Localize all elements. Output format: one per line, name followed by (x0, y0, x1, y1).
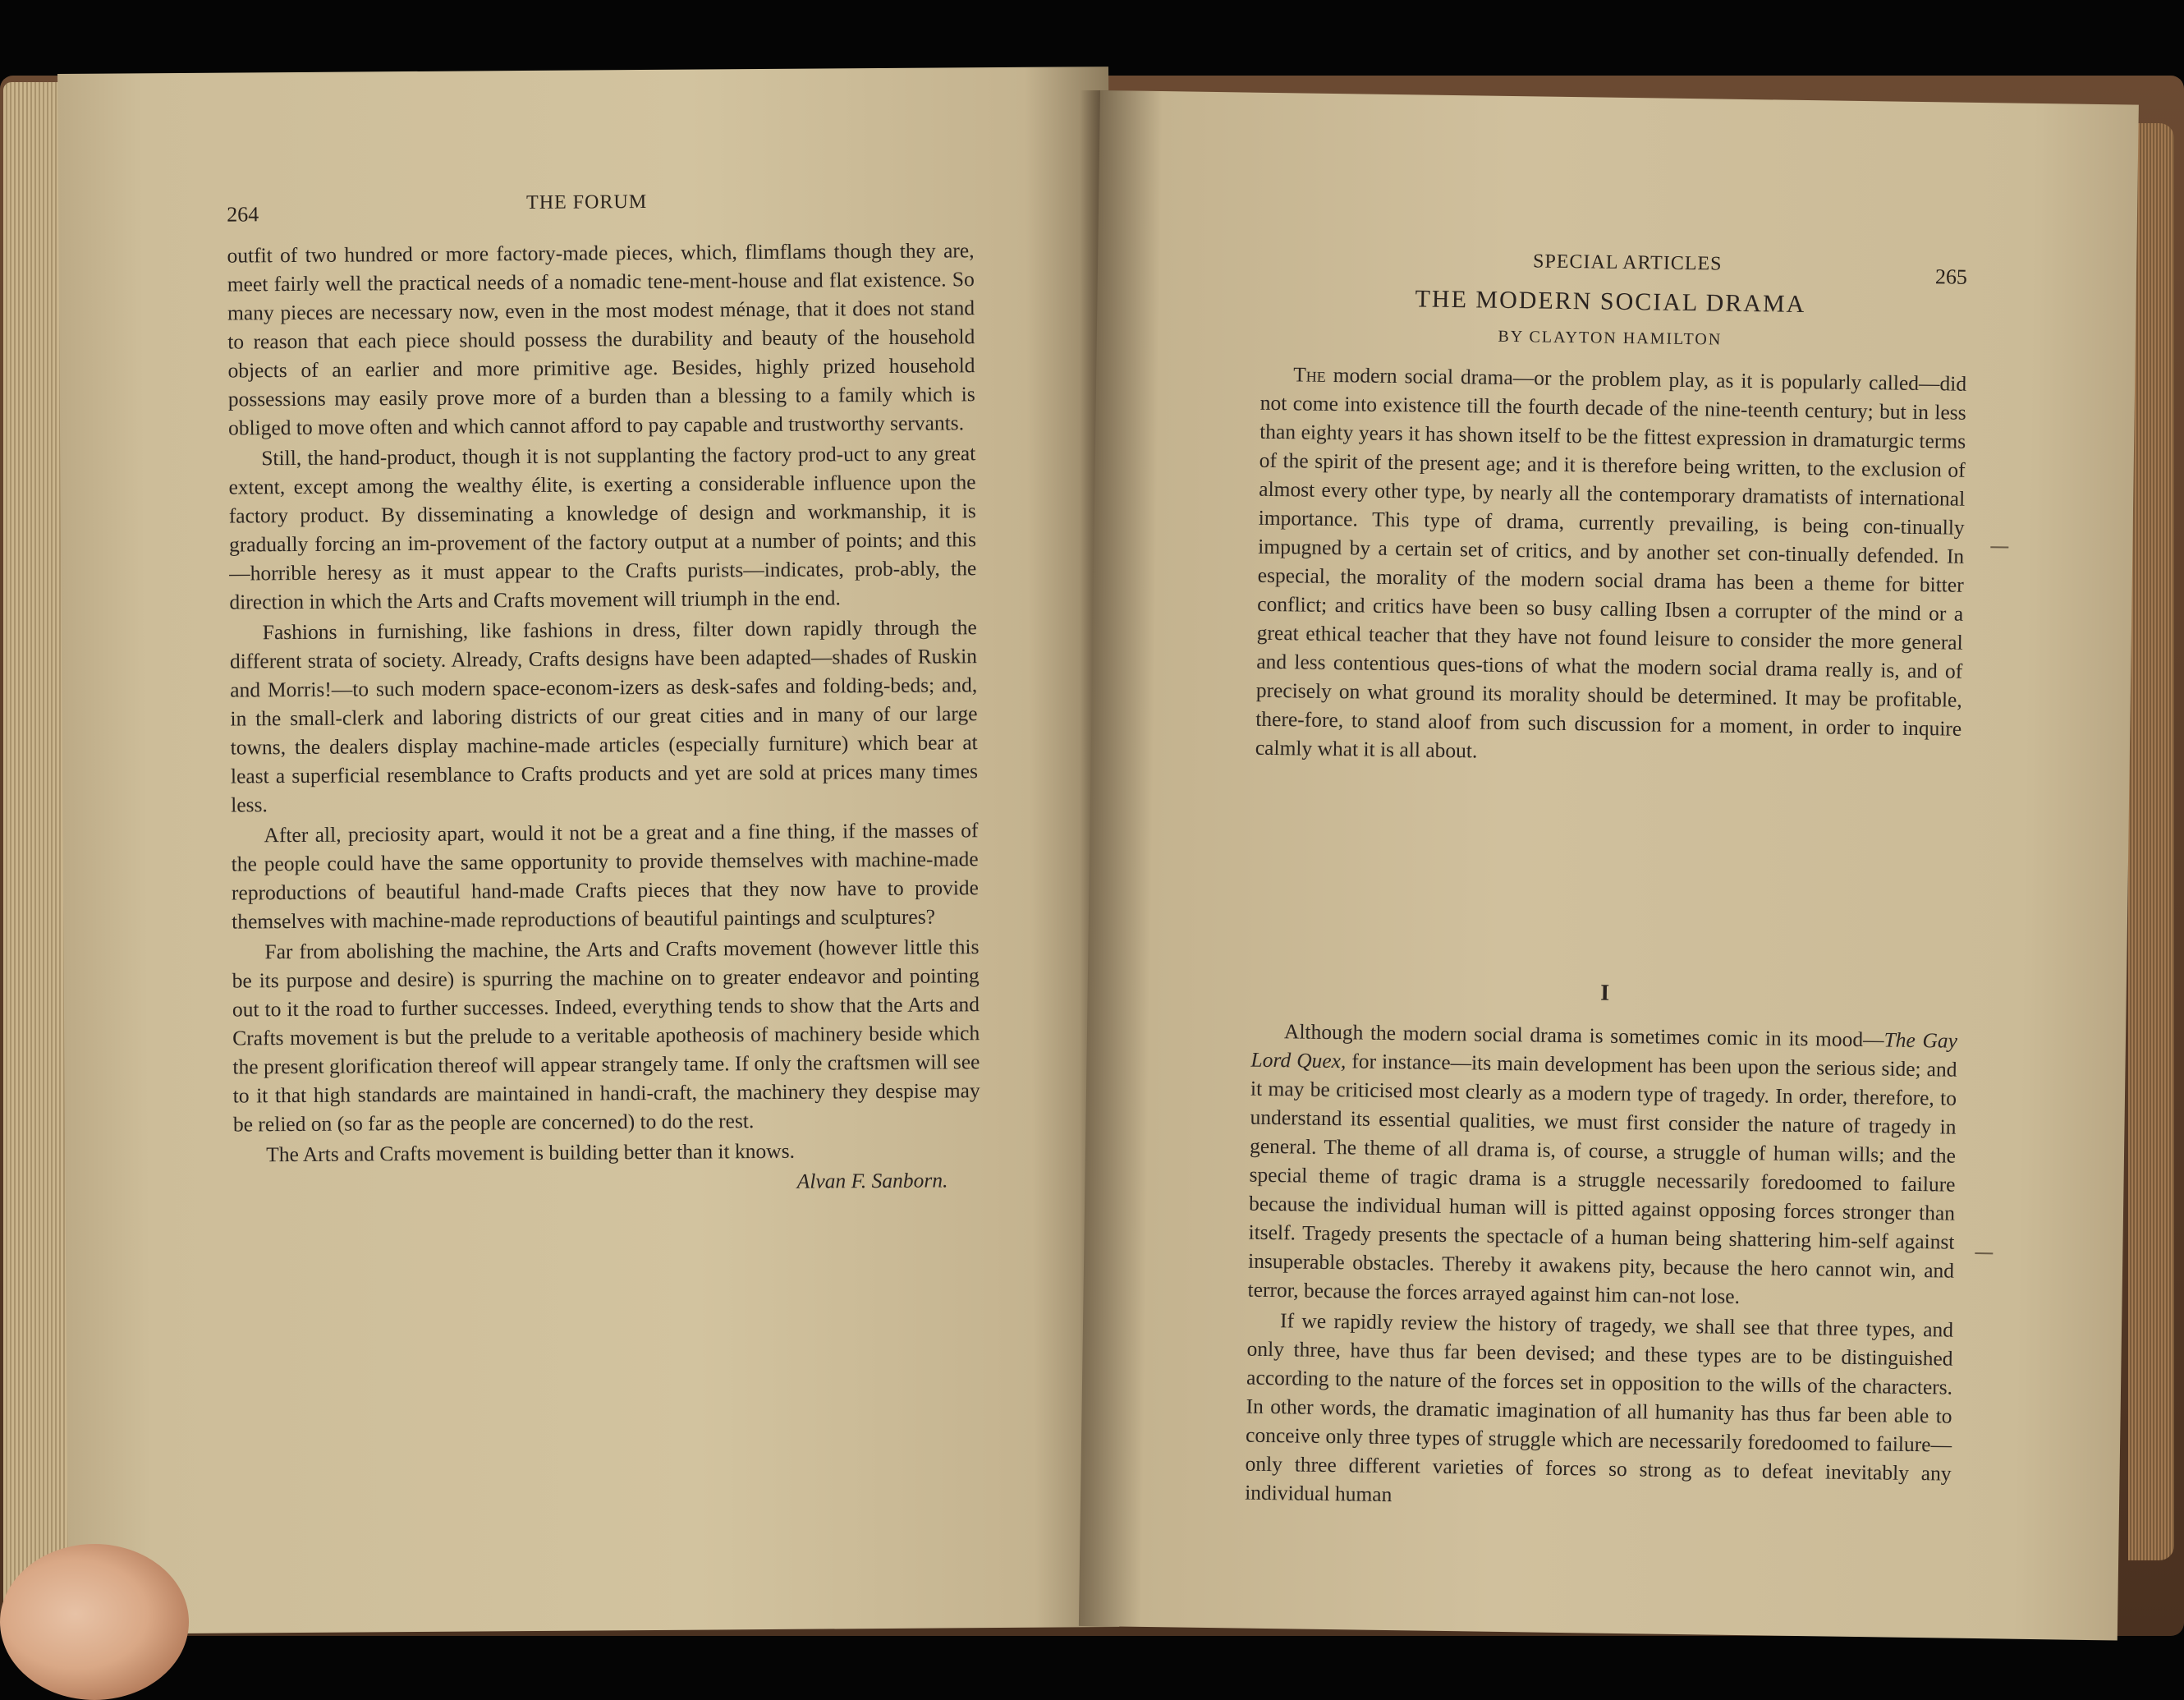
left-paragraph: outfit of two hundred or more factory-made pieces, which, flimflams though they are, meet fairly well the practical needs of a nomadic tene-ment-house and flat existence. So many pieces are necessary now, even in the most modest ménage, that it does not stand to reason that each piece should possess the durability and beauty of the household objects of an earlier and more primitive age. Besides, highly prized household possessions may easily prove more of a burden than a blessing to a family which is obliged to move often and which cannot afford to pay capable and trustworthy servants. (227, 238, 975, 440)
left-running-head: THE FORUM (526, 191, 648, 214)
left-paragraph: Still, the hand-product, though it is not supplanting the factory prod-uct to any great extent, except among the wealthy élite, is exerting a considerable influence upon the factory product. By disseminating a knowledge of design and workmanship, it is gradually forcing an im-provement of the factory output at a number of points; and this—horrible heresy as it must appear to the Crafts purists—indicates, prob-ably, the direction in which the Arts and Crafts movement will triumph in the end. (228, 441, 977, 614)
section-para-rest: for instance—its main development has been upon the serious side; and it may be criticised most clearly as a modern type of tragedy. In order, therefore, to understand its essential qualities, we must first consider the nature of tragedy in general. The theme of all drama is, of course, a struggle of human wills; and the special theme of tragic drama is a struggle necessarily foredoomed to failure because the individual human will is pitted against opposing forces stronger than itself. Tragedy presents the spectacle of a human being shattering him-self against insuperable obstacles. Thereby it awakens pity, because the hero cannot win, and terror, because the forces arrayed against him can-not lose. (1247, 1049, 1957, 1309)
drop-lead: The (1292, 362, 1326, 387)
left-paragraph: Fashions in furnishing, like fashions in dress, filter down rapidly through the different strata of society. Already, Crafts designs have been adapted—shades of Ruskin and Morris!—to such modern space-econom-izers as desk-safes and folding-beds; and, in the small-clerk and laboring districts of our great cities and in many of our large towns, the dealers display machine-made articles (especially furniture) which bear at least a superficial resemblance to Crafts products and yet are sold at prices many times less. (229, 615, 979, 817)
left-paragraph: The Arts and Crafts movement is building better than it knows. (266, 1138, 796, 1167)
margin-mark (1975, 1252, 1993, 1254)
right-page (1079, 90, 2139, 1640)
section-text (1245, 1017, 1957, 1519)
left-page-text (227, 236, 980, 1201)
left-page (57, 67, 1119, 1634)
article-intro (1255, 360, 1967, 774)
thumb (0, 1544, 189, 1700)
author-signature: Alvan F. Sanborn. (796, 1168, 948, 1193)
section-paragraph (1247, 1017, 1957, 1314)
intro-paragraph (1255, 360, 1967, 772)
right-page-number: 265 (1934, 264, 1968, 289)
play-title: The Gay Lord Quex, (1250, 1027, 1958, 1073)
left-paragraph: After all, preciosity apart, would it not be a great and a fine thing, if the masses of the people could have the same opportunity to provide themselves with machine-made reproductions of beautiful hand-made Crafts pieces that they now have to provide themselves with machine-made reproductions of beautiful paintings and sculptures? (231, 818, 980, 934)
left-paragraph: Far from abolishing the machine, the Arts and Crafts movement (however little this be its purpose and desire) is spurring the machine on to greater endeavor and pointing out to it the road to further successes. Indeed, everything tends to show that the Arts and Crafts movement is but the prelude to a veritable apotheosis of machinery beside which the present glorification thereof will appear strangely tame. If only the craftsmen will see to it that high standards are maintained in handi-craft, the machinery they despise may be relied on (so far as the people are concerned) to do the rest. (232, 935, 980, 1137)
left-page-number: 264 (227, 202, 259, 227)
section-numeral: I (1600, 980, 1610, 1006)
section-paragraph: If we rapidly review the history of tragedy, we shall see that three types, and only three, have thus far been devised; and these types are to be distinguished according to the nature of the forces set in opposition to the wills of the characters. In other words, the dramatic imagination of all humanity has thus far been able to conceive only three types of struggle which are necessarily foredoomed to failure—only three different varieties of forces so strong as to defeat inevitably any individual human (1244, 1308, 1954, 1507)
right-running-head: SPECIAL ARTICLES (1532, 250, 1723, 275)
intro-text: modern social drama—or the problem play, as it is popularly called—did not come into existence till the fourth decade of the nine-teenth century; but in less than eighty years it has shown itself to be the fittest expression in dramaturgic terms of the spirit of the present age; and it is therefore being written, to the exclusion of almost every other type, by nearly all the contemporary dramatists of international importance. This type of drama, currently prevailing, is being con-tinually impugned by a certain set of critics, and by another set con-tinually defended. In especial, the morality of the modern social drama has been a theme for bitter conflict; and critics have been so busy calling Ibsen a corrupter of the mind or a great ethical teacher that they have not found leisure to consider the more general and less contentious ques-tions of what the modern social drama really is, and of precisely on what ground its morality should be determined. It may be profitable, there-fore, to stand aloof from such discussion for a moment, in order to inquire calmly what it is all about. (1255, 362, 1967, 763)
section-para-start: Although the modern social drama is sometimes comic in its mood— (1283, 1019, 1884, 1052)
article-title: THE MODERN SOCIAL DRAMA (1415, 285, 1806, 319)
article-byline: BY CLAYTON HAMILTON (1498, 327, 1723, 349)
margin-mark (1990, 546, 2008, 548)
